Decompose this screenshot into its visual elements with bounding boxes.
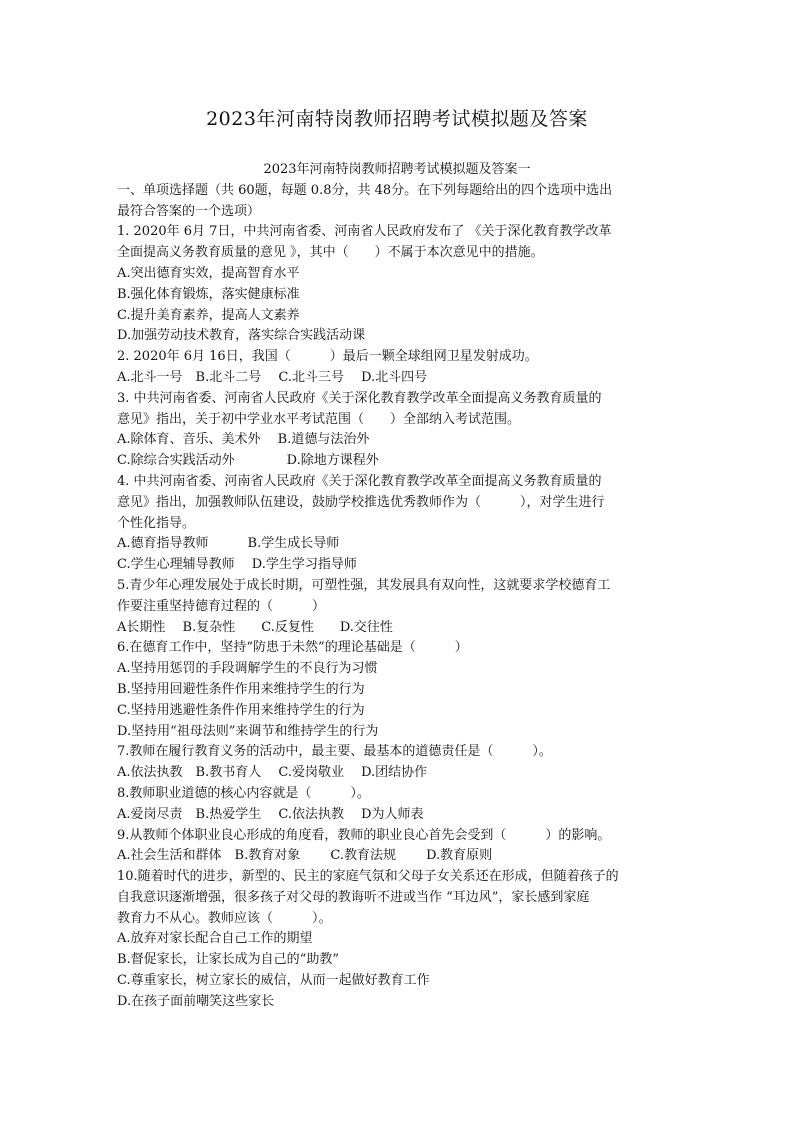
document-body <box>117 160 677 1013</box>
answer-option-line: B.坚持用回避性条件作用来维持学生的行为 <box>117 681 365 697</box>
section-title: 2023年河南特岗教师招聘考试模拟题及答案一 <box>263 162 531 177</box>
answer-option-line: C.提升美育素养，提高人文素养 <box>117 307 300 323</box>
question-list <box>117 222 677 1012</box>
answer-option-line: A.依法执教 B.教书育人 C.爱岗敬业 D.团结协作 <box>117 765 428 781</box>
question-stem-line: 6.在德育工作中，坚持“防患于未然”的理论基础是（ ） <box>117 640 468 656</box>
document-title: 2023年河南特岗教师招聘考试模拟题及答案 <box>206 108 588 130</box>
question-item <box>117 472 677 576</box>
answer-option-line: A.爱岗尽责 B.热爱学生 C.依法执教 D为人师表 <box>117 806 424 822</box>
question-stem-line: 作要注重坚持德育过程的（ ） <box>117 598 326 614</box>
answer-option-line: A.坚持用惩罚的手段调解学生的不良行为习惯 <box>117 661 378 677</box>
question-item <box>117 347 677 389</box>
question-stem-line: 全面提高义务教育质量的意见 》，其中（ ）不属于本次意见中的措施。 <box>117 245 544 261</box>
question-item <box>117 222 677 347</box>
answer-option-line: D.坚持用“祖母法则”来调节和维持学生的行为 <box>117 723 379 739</box>
part-heading-line: 最符合答案的一个选项） <box>117 203 261 219</box>
question-item <box>117 576 677 638</box>
answer-option-line: D.在孩子面前嘲笑这些家长 <box>117 993 275 1009</box>
question-stem-line: 4. 中共河南省委、河南省人民政府《关于深化教育教学改革全面提高义务教育质量的 <box>117 473 602 489</box>
answer-option-line: A.突出德育实效，提高智育水平 <box>117 265 300 281</box>
answer-option-line: A.社会生活和群体 B.教育对象 C.教育法规 D.教育原则 <box>117 848 493 864</box>
answer-option-line: B.督促家长，让家长成为自己的“助教” <box>117 952 339 968</box>
part-heading <box>117 181 677 223</box>
question-item <box>117 389 677 472</box>
question-stem-line: 教育力不从心。教师应该（ ）。 <box>117 910 332 926</box>
question-stem-line: 8.教师职业道德的核心内容就是（ ）。 <box>117 785 370 801</box>
question-item <box>117 784 677 826</box>
question-item <box>117 638 677 742</box>
question-item <box>117 826 677 868</box>
question-stem-line: 2. 2020年 6月 16日，我国（ ）最后一颗全球组网卫星发射成功。 <box>117 349 538 365</box>
question-stem-line: 1. 2020年 6月 7日，中共河南省委、河南省人民政府发布了 《关于深化教育教学改革 <box>117 224 612 240</box>
question-item <box>117 867 677 1013</box>
question-stem-line: 10.随着时代的进步，新型的、民主的家庭气氛和父母子女关系还在形成，但随着孩子的 <box>117 869 619 885</box>
question-stem-line: 7.教师在履行教育义务的活动中，最主要、最基本的道德责任是（ ）。 <box>117 744 552 760</box>
question-stem-line: 自我意识逐渐增强，很多孩子对父母的教诲听不进或当作 “耳边风”，家长感到家庭 <box>117 889 590 905</box>
answer-option-line: C.学生心理辅导教师 D.学生学习指导师 <box>117 557 357 573</box>
question-stem-line: 9.从教师个体职业良心形成的角度看，教师的职业良心首先会受到（ ）的影响。 <box>117 827 611 843</box>
answer-option-line: A.放弃对家长配合自己工作的期望 <box>117 931 313 947</box>
answer-option-line: C.除综合实践活动外 D.除地方课程外 <box>117 453 379 469</box>
answer-option-line: A.德育指导教师 B.学生成长导师 <box>117 536 340 552</box>
answer-option-line: A.北斗一号 B.北斗二号 C.北斗三号 D.北斗四号 <box>117 369 428 385</box>
answer-option-line: A长期性 B.复杂性 C.反复性 D.交往性 <box>117 619 393 635</box>
answer-option-line: C.坚持用逃避性条件作用来维持学生的行为 <box>117 702 365 718</box>
question-item <box>117 742 677 784</box>
part-heading-line: 一、单项选择题（共 60题，每题 0.8分，共 48分。在下列每题给出的四个选项中选出 <box>117 182 613 198</box>
answer-option-line: C.尊重家长，树立家长的威信，从而一起做好教育工作 <box>117 973 430 989</box>
question-stem-line: 意见》指出，关于初中学业水平考试范围（ ）全部纳入考试范围。 <box>117 411 521 427</box>
question-stem-line: 5.青少年心理发展处于成长时期，可塑性强，其发展具有双向性，这就要求学校德育工 <box>117 577 611 593</box>
answer-option-line: D.加强劳动技术教育，落实综合实践活动课 <box>117 328 366 344</box>
question-stem-line: 意见》指出，加强教师队伍建设，鼓励学校推选优秀教师作为（ ），对学生进行 <box>117 494 605 510</box>
answer-option-line: B.强化体育锻炼，落实健康标准 <box>117 286 300 302</box>
question-stem-line: 3. 中共河南省委、河南省人民政府《关于深化教育教学改革全面提高义务教育质量的 <box>117 390 602 406</box>
question-stem-line: 个性化指导。 <box>117 515 196 531</box>
answer-option-line: A.除体育、音乐、美术外 B.道德与法治外 <box>117 432 370 448</box>
